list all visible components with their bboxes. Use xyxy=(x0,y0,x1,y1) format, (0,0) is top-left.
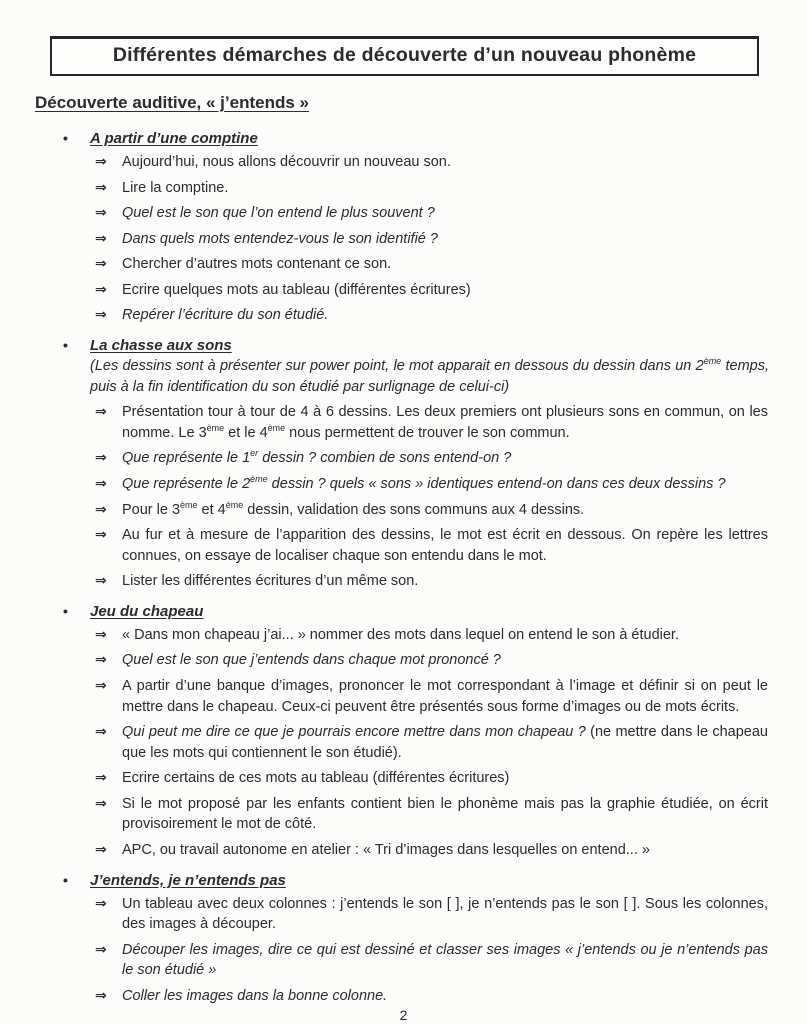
item-text: Lire la comptine. xyxy=(122,179,229,196)
list-item xyxy=(95,940,768,981)
arrow-icon: ⇒ xyxy=(95,449,107,466)
item-text: Pour le 3ème et 4ème dessin, validation des sons communs aux 4 dessins. xyxy=(122,499,585,518)
list-item xyxy=(95,474,768,495)
sections xyxy=(0,119,807,1007)
section-intro: (Les dessins sont à présenter sur power point, le mot apparait en dessous du dessin dans un 2ème temps, puis à la fin identification du son étudié par surlignage de celui-ci) xyxy=(90,356,769,395)
item-text: Coller les images dans la bonne colonne. xyxy=(122,987,388,1004)
arrow-icon: ⇒ xyxy=(95,572,107,589)
arrow-icon: ⇒ xyxy=(95,306,107,323)
arrow-icon: ⇒ xyxy=(95,255,107,272)
arrow-icon: ⇒ xyxy=(95,474,107,491)
section xyxy=(0,337,807,592)
list-item xyxy=(95,571,768,592)
arrow-icon: ⇒ xyxy=(95,651,107,668)
arrow-icon: ⇒ xyxy=(95,940,107,957)
arrow-icon: ⇒ xyxy=(95,204,107,221)
item-text: Si le mot proposé par les enfants contient bien le phonème mais pas la graphie étudiée, on écrit provisoirement le mot de côté. xyxy=(122,795,768,833)
document-title: Différentes démarches de découverte d’un nouveau phonème xyxy=(112,44,697,66)
list-item xyxy=(95,448,768,469)
list-item xyxy=(95,794,768,835)
list-item xyxy=(95,280,768,301)
arrow-icon: ⇒ xyxy=(95,794,107,811)
arrow-icon: ⇒ xyxy=(95,229,107,246)
item-text: Quel est le son que l’on entend le plus souvent ? xyxy=(122,205,435,222)
section xyxy=(0,603,807,861)
arrow-icon: ⇒ xyxy=(95,153,107,169)
list-item xyxy=(95,768,768,789)
item-text: Que représente le 2ème dessin ? quels « sons » identiques entend-on dans ces deux dessins ? xyxy=(122,474,726,492)
arrow-icon: ⇒ xyxy=(95,178,107,195)
item-text: Repérer l’écriture du son étudié. xyxy=(122,307,329,324)
section-heading-label: A partir d’une comptine xyxy=(90,130,258,147)
list-item xyxy=(95,986,768,1007)
item-text: Ecrire certains de ces mots au tableau (différentes écritures) xyxy=(122,770,510,787)
list-item xyxy=(95,229,768,250)
list-item xyxy=(95,722,768,763)
bullet-icon: • xyxy=(63,871,68,888)
list-item xyxy=(95,178,768,199)
arrow-icon: ⇒ xyxy=(95,676,107,693)
list-item xyxy=(95,625,768,646)
item-text: « Dans mon chapeau j’ai... » nommer des mots dans lequel on entend le son à étudier. xyxy=(122,626,679,643)
section-heading-label: J’entends, je n’entends pas xyxy=(90,871,286,889)
item-text: Quel est le son que j’entends dans chaque mot prononcé ? xyxy=(122,652,501,669)
document-title-box xyxy=(50,36,759,76)
bullet-icon: • xyxy=(63,602,68,619)
arrow-icon: ⇒ xyxy=(95,280,107,297)
item-text: Au fur et à mesure de l’apparition des dessins, le mot est écrit en dessous. On repère les lettres connues, on essaye de localiser chaque son entendu dans le mot. xyxy=(122,527,768,564)
doc-heading: Découverte auditive, « j’entends » xyxy=(35,93,309,112)
section xyxy=(0,872,807,1007)
arrow-icon: ⇒ xyxy=(95,403,107,420)
arrow-icon: ⇒ xyxy=(95,986,107,1003)
section-heading-label: La chasse aux sons xyxy=(90,337,232,355)
arrow-icon: ⇒ xyxy=(95,500,107,517)
section-heading xyxy=(63,602,769,620)
item-text: Dans quels mots entendez-vous le son identifié ? xyxy=(122,230,438,247)
item-text: Que représente le 1er dessin ? combien de sons entend-on ? xyxy=(122,448,512,467)
list-item xyxy=(95,894,768,935)
item-text: APC, ou travail autonome en atelier : « Tri d’images dans lesquelles on entend... » xyxy=(122,842,650,859)
list-item xyxy=(95,152,768,173)
list-item xyxy=(95,254,768,275)
list-item xyxy=(95,840,768,861)
list-item xyxy=(95,525,768,566)
arrow-icon: ⇒ xyxy=(95,769,107,786)
list-item xyxy=(95,500,768,521)
list-item xyxy=(95,676,768,717)
arrow-icon: ⇒ xyxy=(95,526,107,543)
arrow-icon: ⇒ xyxy=(95,625,107,642)
item-text: Qui peut me dire ce que je pourrais encore mettre dans mon chapeau ? (ne mettre dans le chapeau que les mots qui contiennent le son étudié). xyxy=(122,724,769,761)
section-heading xyxy=(63,871,769,889)
section-heading-label: Jeu du chapeau xyxy=(90,602,204,620)
arrow-icon: ⇒ xyxy=(95,894,107,911)
item-text: Un tableau avec deux colonnes : j’entends le son [ ], je n’entends pas le son [ ]. Sous les colonnes, des images à découper. xyxy=(122,895,768,933)
section-heading xyxy=(63,337,769,355)
bullet-icon: • xyxy=(63,130,68,146)
list-item xyxy=(95,203,768,224)
page-number: 2 xyxy=(399,1006,408,1023)
arrow-icon: ⇒ xyxy=(95,841,107,858)
section xyxy=(0,130,807,326)
item-text: Lister les différentes écritures d’un même son. xyxy=(122,573,419,590)
item-text: Découper les images, dire ce qui est dessiné et classer ses images « j’entends ou je n’entends pas le son étudié » xyxy=(122,941,768,979)
arrow-icon: ⇒ xyxy=(95,723,107,740)
item-text: Ecrire quelques mots au tableau (différentes écritures) xyxy=(122,281,471,298)
item-text: Présentation tour à tour de 4 à 6 dessins. Les deux premiers ont plusieurs sons en commun, on les nomme. Le 3ème et le 4ème nous permettent de trouver le son commun. xyxy=(122,404,768,441)
section-heading xyxy=(63,130,769,147)
item-text: Aujourd’hui, nous allons découvrir un nouveau son. xyxy=(122,154,451,170)
item-text: Chercher d’autres mots contenant ce son. xyxy=(122,256,392,273)
item-text: A partir d’une banque d’images, prononcer le mot correspondant à l’image et définir si on peut le mettre dans le chapeau. Ceux-ci peuvent être présentés sous forme d’images ou de mots écrits. xyxy=(122,677,768,715)
list-item xyxy=(95,305,768,326)
bullet-icon: • xyxy=(63,337,68,354)
list-item xyxy=(95,650,768,671)
list-item xyxy=(95,402,768,443)
